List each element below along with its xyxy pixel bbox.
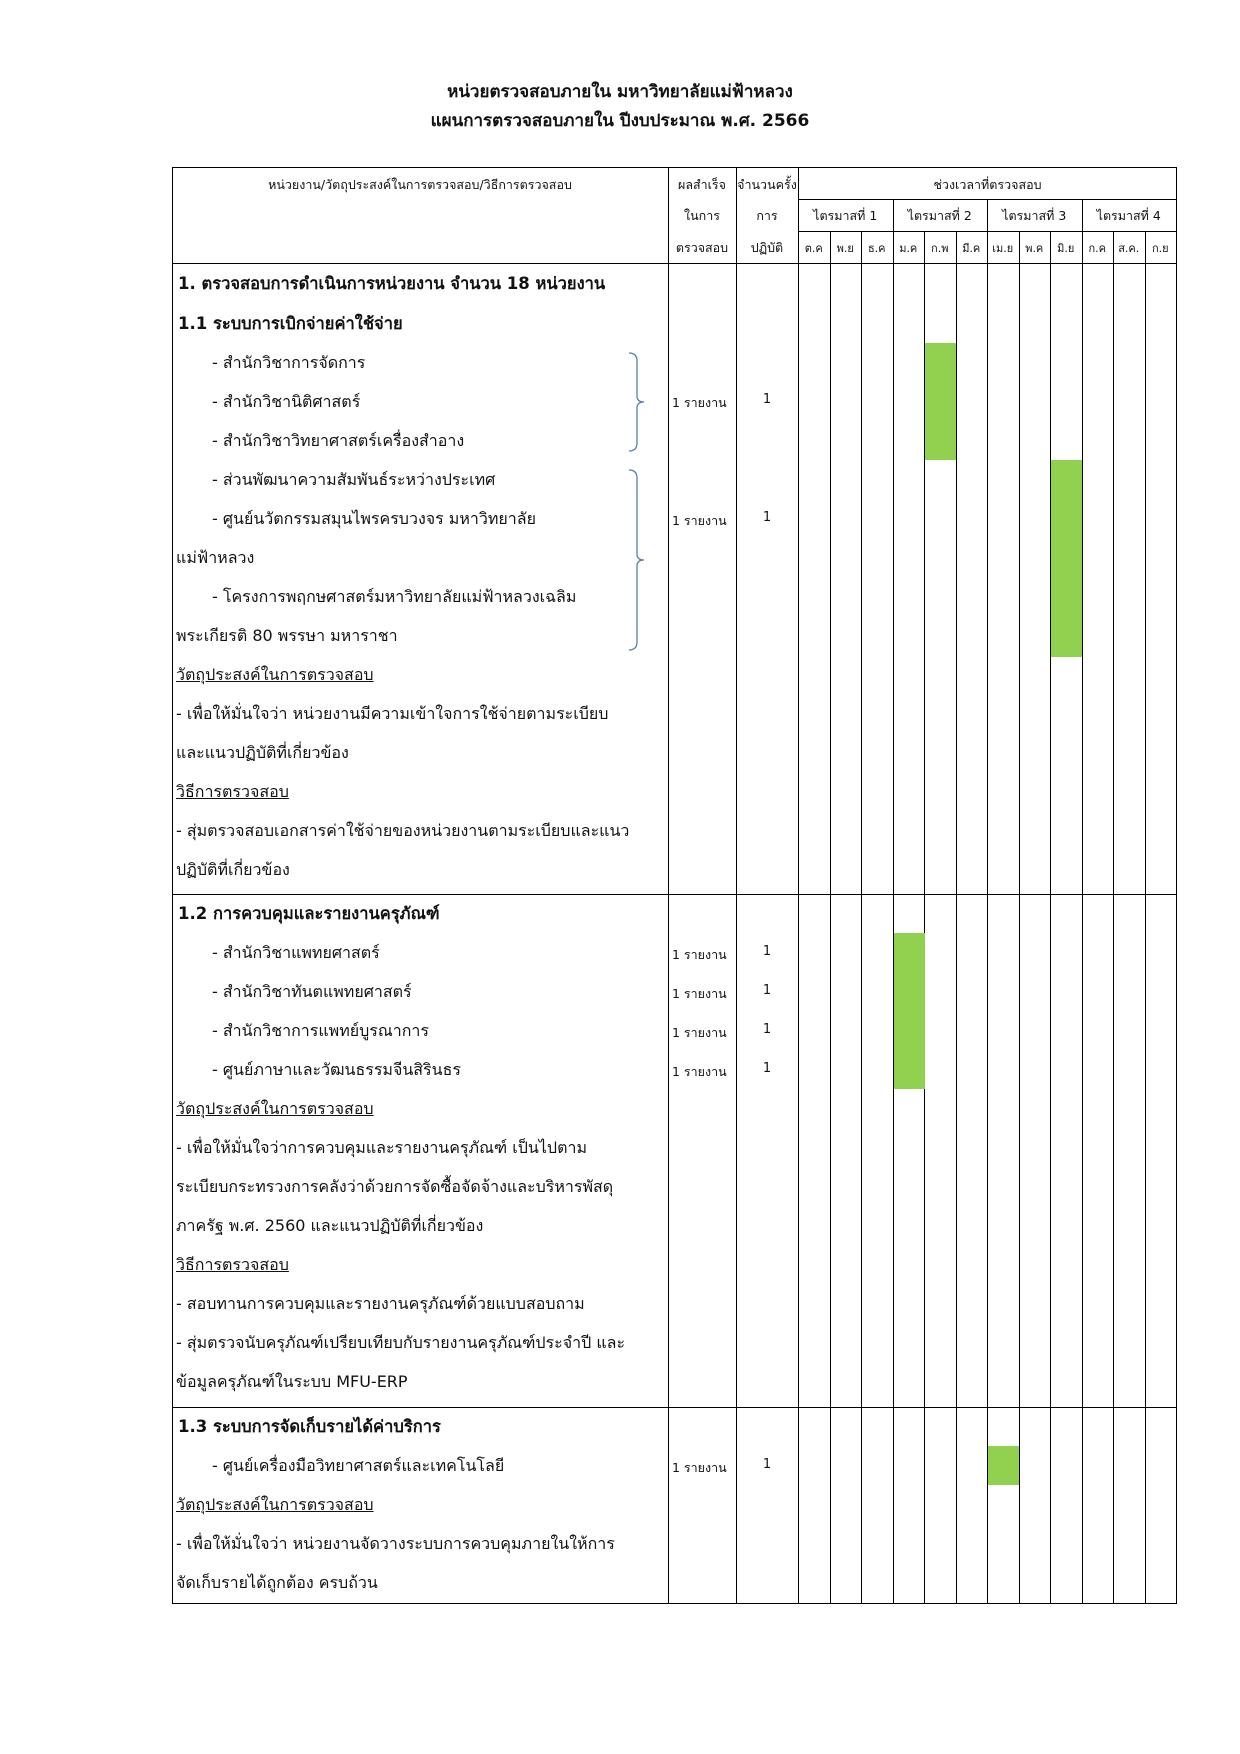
section-1-heading: 1. ตรวจสอบการดำเนินการหน่วยงาน จำนวน 18 หน่วยงาน bbox=[178, 274, 606, 293]
month-header: มี.ค bbox=[962, 242, 981, 255]
month-divider bbox=[893, 231, 894, 1604]
month-divider bbox=[861, 231, 862, 1604]
section-1-3-heading: 1.3 ระบบการจัดเก็บรายได้ค่าบริการ bbox=[178, 1417, 441, 1436]
month-header: มิ.ย bbox=[1057, 242, 1075, 255]
page-subtitle: แผนการตรวจสอบภายใน ปีงบประมาณ พ.ศ. 2566 bbox=[430, 111, 810, 131]
count-cell: 1 bbox=[762, 983, 772, 998]
month-divider bbox=[987, 231, 988, 1604]
count-cell: 1 bbox=[762, 510, 772, 525]
quarter-header: ไตรมาสที่ 2 bbox=[907, 208, 972, 223]
unit-item: - สำนักวิชาแพทยศาสตร์ bbox=[212, 943, 380, 962]
objective-text: - เพื่อให้มั่นใจว่า หน่วยงานจัดวางระบบการควบคุมภายในให้การ bbox=[176, 1534, 615, 1553]
section-divider bbox=[172, 894, 1177, 895]
page-title: หน่วยตรวจสอบภายใน มหาวิทยาลัยแม่ฟ้าหลวง bbox=[447, 82, 793, 102]
month-header: ธ.ค bbox=[867, 242, 886, 255]
group-brace-icon bbox=[627, 469, 649, 651]
month-header: ก.ค bbox=[1088, 242, 1106, 255]
month-header: พ.ค bbox=[1025, 242, 1044, 255]
month-divider bbox=[956, 231, 957, 1604]
audit-plan-table bbox=[172, 167, 1177, 1604]
method-label: วิธีการตรวจสอบ bbox=[176, 782, 289, 801]
header-count-2: การ bbox=[756, 208, 778, 223]
count-cell: 1 bbox=[762, 1061, 772, 1076]
method-text: - สอบทานการควบคุมและรายงานครุภัณฑ์ด้วยแบบสอบถาม bbox=[176, 1294, 585, 1313]
result-cell: 1 รายงาน bbox=[672, 947, 727, 962]
schedule-bar bbox=[988, 1446, 1019, 1485]
objective-label: วัตถุประสงค์ในการตรวจสอบ bbox=[176, 665, 374, 684]
quarter-divider bbox=[987, 199, 988, 231]
unit-item: - สำนักวิชาการแพทย์บูรณาการ bbox=[212, 1021, 429, 1040]
header-period: ช่วงเวลาที่ตรวจสอบ bbox=[933, 177, 1042, 192]
month-header: พ.ย bbox=[836, 242, 854, 255]
month-divider bbox=[1113, 231, 1114, 1604]
unit-item-cont: แม่ฟ้าหลวง bbox=[176, 548, 255, 567]
method-text: ปฏิบัติที่เกี่ยวข้อง bbox=[176, 860, 290, 879]
result-cell: 1 รายงาน bbox=[672, 395, 727, 410]
objective-text: และแนวปฏิบัติที่เกี่ยวข้อง bbox=[176, 743, 349, 762]
header-count-3: ปฏิบัติ bbox=[750, 240, 784, 255]
objective-label: วัตถุประสงค์ในการตรวจสอบ bbox=[176, 1495, 374, 1514]
quarter-header: ไตรมาสที่ 3 bbox=[1002, 208, 1067, 223]
schedule-bar bbox=[925, 343, 956, 460]
method-label: วิธีการตรวจสอบ bbox=[176, 1255, 289, 1274]
month-header: ก.พ bbox=[931, 242, 949, 255]
method-text: ข้อมูลครุภัณฑ์ในระบบ MFU-ERP bbox=[176, 1372, 408, 1391]
header-item-column: หน่วยงาน/วัตถุประสงค์ในการตรวจสอบ/วิธีการตรวจสอบ bbox=[268, 177, 572, 192]
month-header: ส.ค. bbox=[1118, 242, 1140, 255]
quarter-header: ไตรมาสที่ 1 bbox=[813, 208, 878, 223]
objective-text: - เพื่อให้มั่นใจว่าการควบคุมและรายงานครุภัณฑ์ เป็นไปตาม bbox=[176, 1138, 587, 1157]
result-cell: 1 รายงาน bbox=[672, 986, 727, 1001]
section-1-2-heading: 1.2 การควบคุมและรายงานครุภัณฑ์ bbox=[178, 904, 440, 923]
objective-text: ระเบียบกระทรวงการคลังว่าด้วยการจัดซื้อจัดจ้างและบริหารพัสดุ bbox=[176, 1177, 614, 1196]
month-divider bbox=[1145, 231, 1146, 1604]
unit-item: - โครงการพฤกษศาสตร์มหาวิทยาลัยแม่ฟ้าหลวงเฉลิม bbox=[212, 587, 577, 606]
unit-item: - สำนักวิชาวิทยาศาสตร์เครื่องสำอาง bbox=[212, 431, 465, 450]
count-cell: 1 bbox=[762, 1022, 772, 1037]
method-text: - สุ่มตรวจนับครุภัณฑ์เปรียบเทียบกับรายงานครุภัณฑ์ประจำปี และ bbox=[176, 1333, 626, 1352]
month-divider bbox=[1082, 231, 1083, 1604]
col-divider bbox=[798, 167, 799, 1604]
unit-item: - ศูนย์นวัตกรรมสมุนไพรครบวงจร มหาวิทยาลัย bbox=[212, 509, 536, 528]
unit-item: - สำนักวิชาการจัดการ bbox=[212, 353, 366, 372]
unit-item: - ส่วนพัฒนาความสัมพันธ์ระหว่างประเทศ bbox=[212, 470, 496, 489]
unit-item-cont: พระเกียรติ 80 พรรษา มหาราชา bbox=[176, 626, 398, 645]
header-count-1: จำนวนครั้ง bbox=[737, 177, 797, 192]
unit-item: - ศูนย์ภาษาและวัฒนธรรมจีนสิรินธร bbox=[212, 1060, 461, 1079]
quarter-header: ไตรมาสที่ 4 bbox=[1096, 208, 1161, 223]
result-cell: 1 รายงาน bbox=[672, 1025, 727, 1040]
month-header: ก.ย bbox=[1151, 242, 1169, 255]
header-result-2: ในการ bbox=[684, 208, 720, 223]
unit-item: - สำนักวิชานิติศาสตร์ bbox=[212, 392, 361, 411]
col-divider bbox=[668, 167, 669, 1604]
month-header: ต.ค bbox=[804, 242, 823, 255]
schedule-bar bbox=[894, 933, 925, 1089]
header-result-3: ตรวจสอบ bbox=[675, 240, 729, 255]
col-divider bbox=[736, 167, 737, 1604]
result-cell: 1 รายงาน bbox=[672, 1064, 727, 1079]
objective-text: ภาครัฐ พ.ศ. 2560 และแนวปฏิบัติที่เกี่ยวข้อง bbox=[176, 1216, 484, 1235]
schedule-bar bbox=[1051, 460, 1082, 657]
method-text: - สุ่มตรวจสอบเอกสารค่าใช้จ่ายของหน่วยงานตามระเบียบและแนว bbox=[176, 821, 630, 840]
count-cell: 1 bbox=[762, 944, 772, 959]
quarter-divider bbox=[1082, 199, 1083, 231]
header-bottom-rule bbox=[172, 263, 1177, 264]
result-cell: 1 รายงาน bbox=[672, 1460, 727, 1475]
unit-item: - ศูนย์เครื่องมือวิทยาศาสตร์และเทคโนโลยี bbox=[212, 1456, 505, 1475]
count-cell: 1 bbox=[762, 1457, 772, 1472]
objective-text: - เพื่อให้มั่นใจว่า หน่วยงานมีความเข้าใจการใช้จ่ายตามระเบียบ bbox=[176, 704, 609, 723]
objective-text: จัดเก็บรายได้ถูกต้อง ครบถ้วน bbox=[176, 1573, 378, 1592]
section-1-1-heading: 1.1 ระบบการเบิกจ่ายค่าใช้จ่าย bbox=[178, 314, 403, 333]
month-divider bbox=[1050, 231, 1051, 1604]
result-cell: 1 รายงาน bbox=[672, 513, 727, 528]
month-header: ม.ค bbox=[899, 242, 918, 255]
section-divider bbox=[172, 1407, 1177, 1408]
month-header: เม.ย bbox=[992, 242, 1014, 255]
quarter-divider bbox=[893, 199, 894, 231]
count-cell: 1 bbox=[762, 392, 772, 407]
unit-item: - สำนักวิชาทันตแพทยศาสตร์ bbox=[212, 982, 412, 1001]
group-brace-icon bbox=[627, 352, 649, 452]
header-result-1: ผลสำเร็จ bbox=[678, 177, 726, 192]
objective-label: วัตถุประสงค์ในการตรวจสอบ bbox=[176, 1099, 374, 1118]
month-divider bbox=[1019, 231, 1020, 1604]
month-divider bbox=[830, 231, 831, 1604]
